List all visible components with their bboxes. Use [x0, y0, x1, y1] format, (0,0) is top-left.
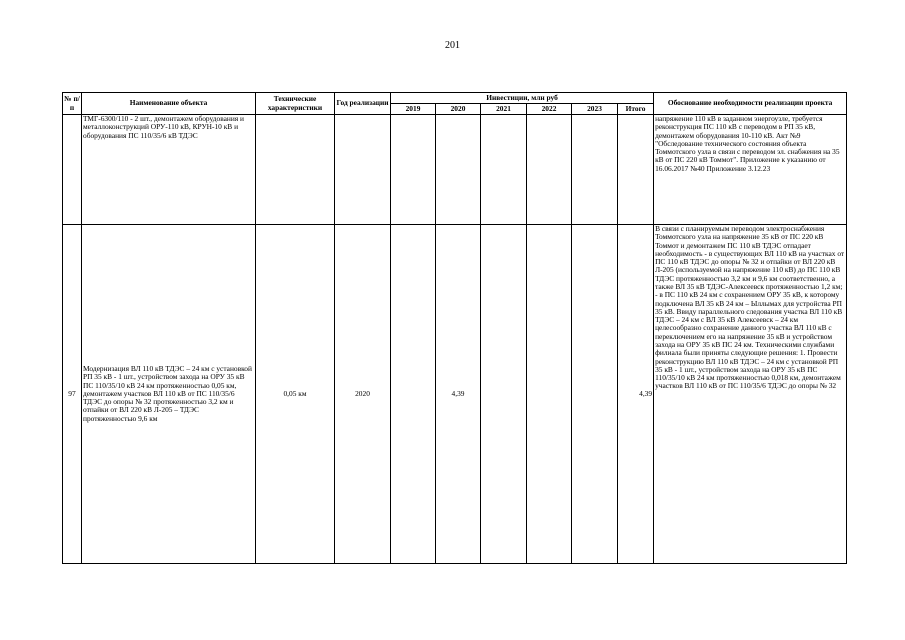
row-2019: [391, 225, 436, 564]
row-tech: [256, 115, 335, 225]
header-year-2021: 2021: [481, 104, 527, 115]
row-year: 2020: [335, 225, 391, 564]
header-justification: Обоснование необходимости реализации проекта: [654, 93, 847, 115]
row-total: 4,39: [618, 225, 654, 564]
row-object-name: Модернизация ВЛ 110 кВ ТДЭС – 24 км с установкой РП 35 кВ - 1 шт., устройством захода на ОРУ 35 кВ ПС 110/35/10 кВ 24 км протяженностью 0,05 км, демонтажем участков ВЛ 110 кВ от ПС 110/35/6 ТДЭС до опоры № 32 протяженностью 3,2 км и отпайки от ВЛ 220 кВ Л-205 – ТДЭС протяженностью 9,6 км: [82, 225, 256, 564]
row-total: [618, 115, 654, 225]
header-total: Итого: [618, 104, 654, 115]
row-2021: [481, 115, 527, 225]
row-justification: В связи с планируемым переводом электроснабжения Томмотского узла на напряжение 35 кВ от ПС 220 кВ Томмот и демонтажем ПС 110 кВ ТДЭС отпадает необходимость - в существующих ВЛ 110 кВ на участках от ПС 110 кВ ТДЭС до опоры № 32 и отпайки от ВЛ 220 кВ Л-205 (используемой на напряжение 110 кВ) до ПС 110 кВ ТДЭС протяженностью 3,2 км и 9,6 км соответственно, а также ВЛ 35 кВ ТДЭС-Алексеевск протяженностью 1,2 км; - в ПС 110 кВ 24 км с сохранением ОРУ 35 кВ, к которому подключена ВЛ 35 кВ 24 км – Ыллымах для устройства РП 35 кВ. Ввиду параллельного следования участка ВЛ 110 кВ ТДЭС – 24 км с ВЛ 35 кВ Алексеевск – 24 км целесообразно сохранение данного участка ВЛ 110 кВ с переключением его на напряжение 35 кВ и устройством захода на ОРУ 35 кВ ПС 24 км. Техническими службами филиала были приняты следующие решения: 1. Провести реконструкцию ВЛ 110 кВ ТДЭС – 24 км с установкой РП 35 кВ - 1 шт., устройством захода на ОРУ 35 кВ ПС 110/35/10 кВ 24 км протяженностью 0,018 км, демонтажем участков ВЛ 110 кВ от ПС 110/35/6 ТДЭС до опоры № 32: [654, 225, 847, 564]
row-2020: 4,39: [436, 225, 481, 564]
row-year: [335, 115, 391, 225]
table-row: [63, 115, 847, 225]
header-investments: Инвестиции, млн руб: [391, 93, 654, 104]
row-num: 97: [63, 225, 82, 564]
row-tech: 0,05 км: [256, 225, 335, 564]
header-year-2022: 2022: [527, 104, 572, 115]
header-object-name: Наименование объекта: [82, 93, 256, 115]
row-num: [63, 115, 82, 225]
row-2019: [391, 115, 436, 225]
row-2022: [527, 225, 572, 564]
row-object-name: ТМГ-6300/110 - 2 шт., демонтажем оборудования и металлоконструкций ОРУ-110 кВ, КРУН-10 кВ и оборудования ПС 110/35/6 кВ ТДЭС: [82, 115, 256, 225]
header-tech-characteristics: Технические характеристики: [256, 93, 335, 115]
row-justification: напряжение 110 кВ в заданном энергоузле, требуется реконструкция ПС 110 кВ с переводом в РП 35 кВ, демонтажем оборудования 10-110 кВ. Акт №9 "Обследование технического состояния объекта Томмотского узла в связи с переводом эл. снабжения на 35 кВ от ПС 220 кВ Томмот". Приложение к указанию от 16.06.2017 №40 Приложение 3.12.23: [654, 115, 847, 225]
investment-table: [62, 92, 847, 564]
header-year-2023: 2023: [572, 104, 618, 115]
page-number: 201: [445, 40, 460, 51]
table-row: [63, 225, 847, 564]
row-2023: [572, 225, 618, 564]
header-num: № п/п: [63, 93, 82, 115]
header-year: Год реализации: [335, 93, 391, 115]
header-year-2020: 2020: [436, 104, 481, 115]
row-2022: [527, 115, 572, 225]
row-2023: [572, 115, 618, 225]
row-2020: [436, 115, 481, 225]
row-2021: [481, 225, 527, 564]
header-year-2019: 2019: [391, 104, 436, 115]
